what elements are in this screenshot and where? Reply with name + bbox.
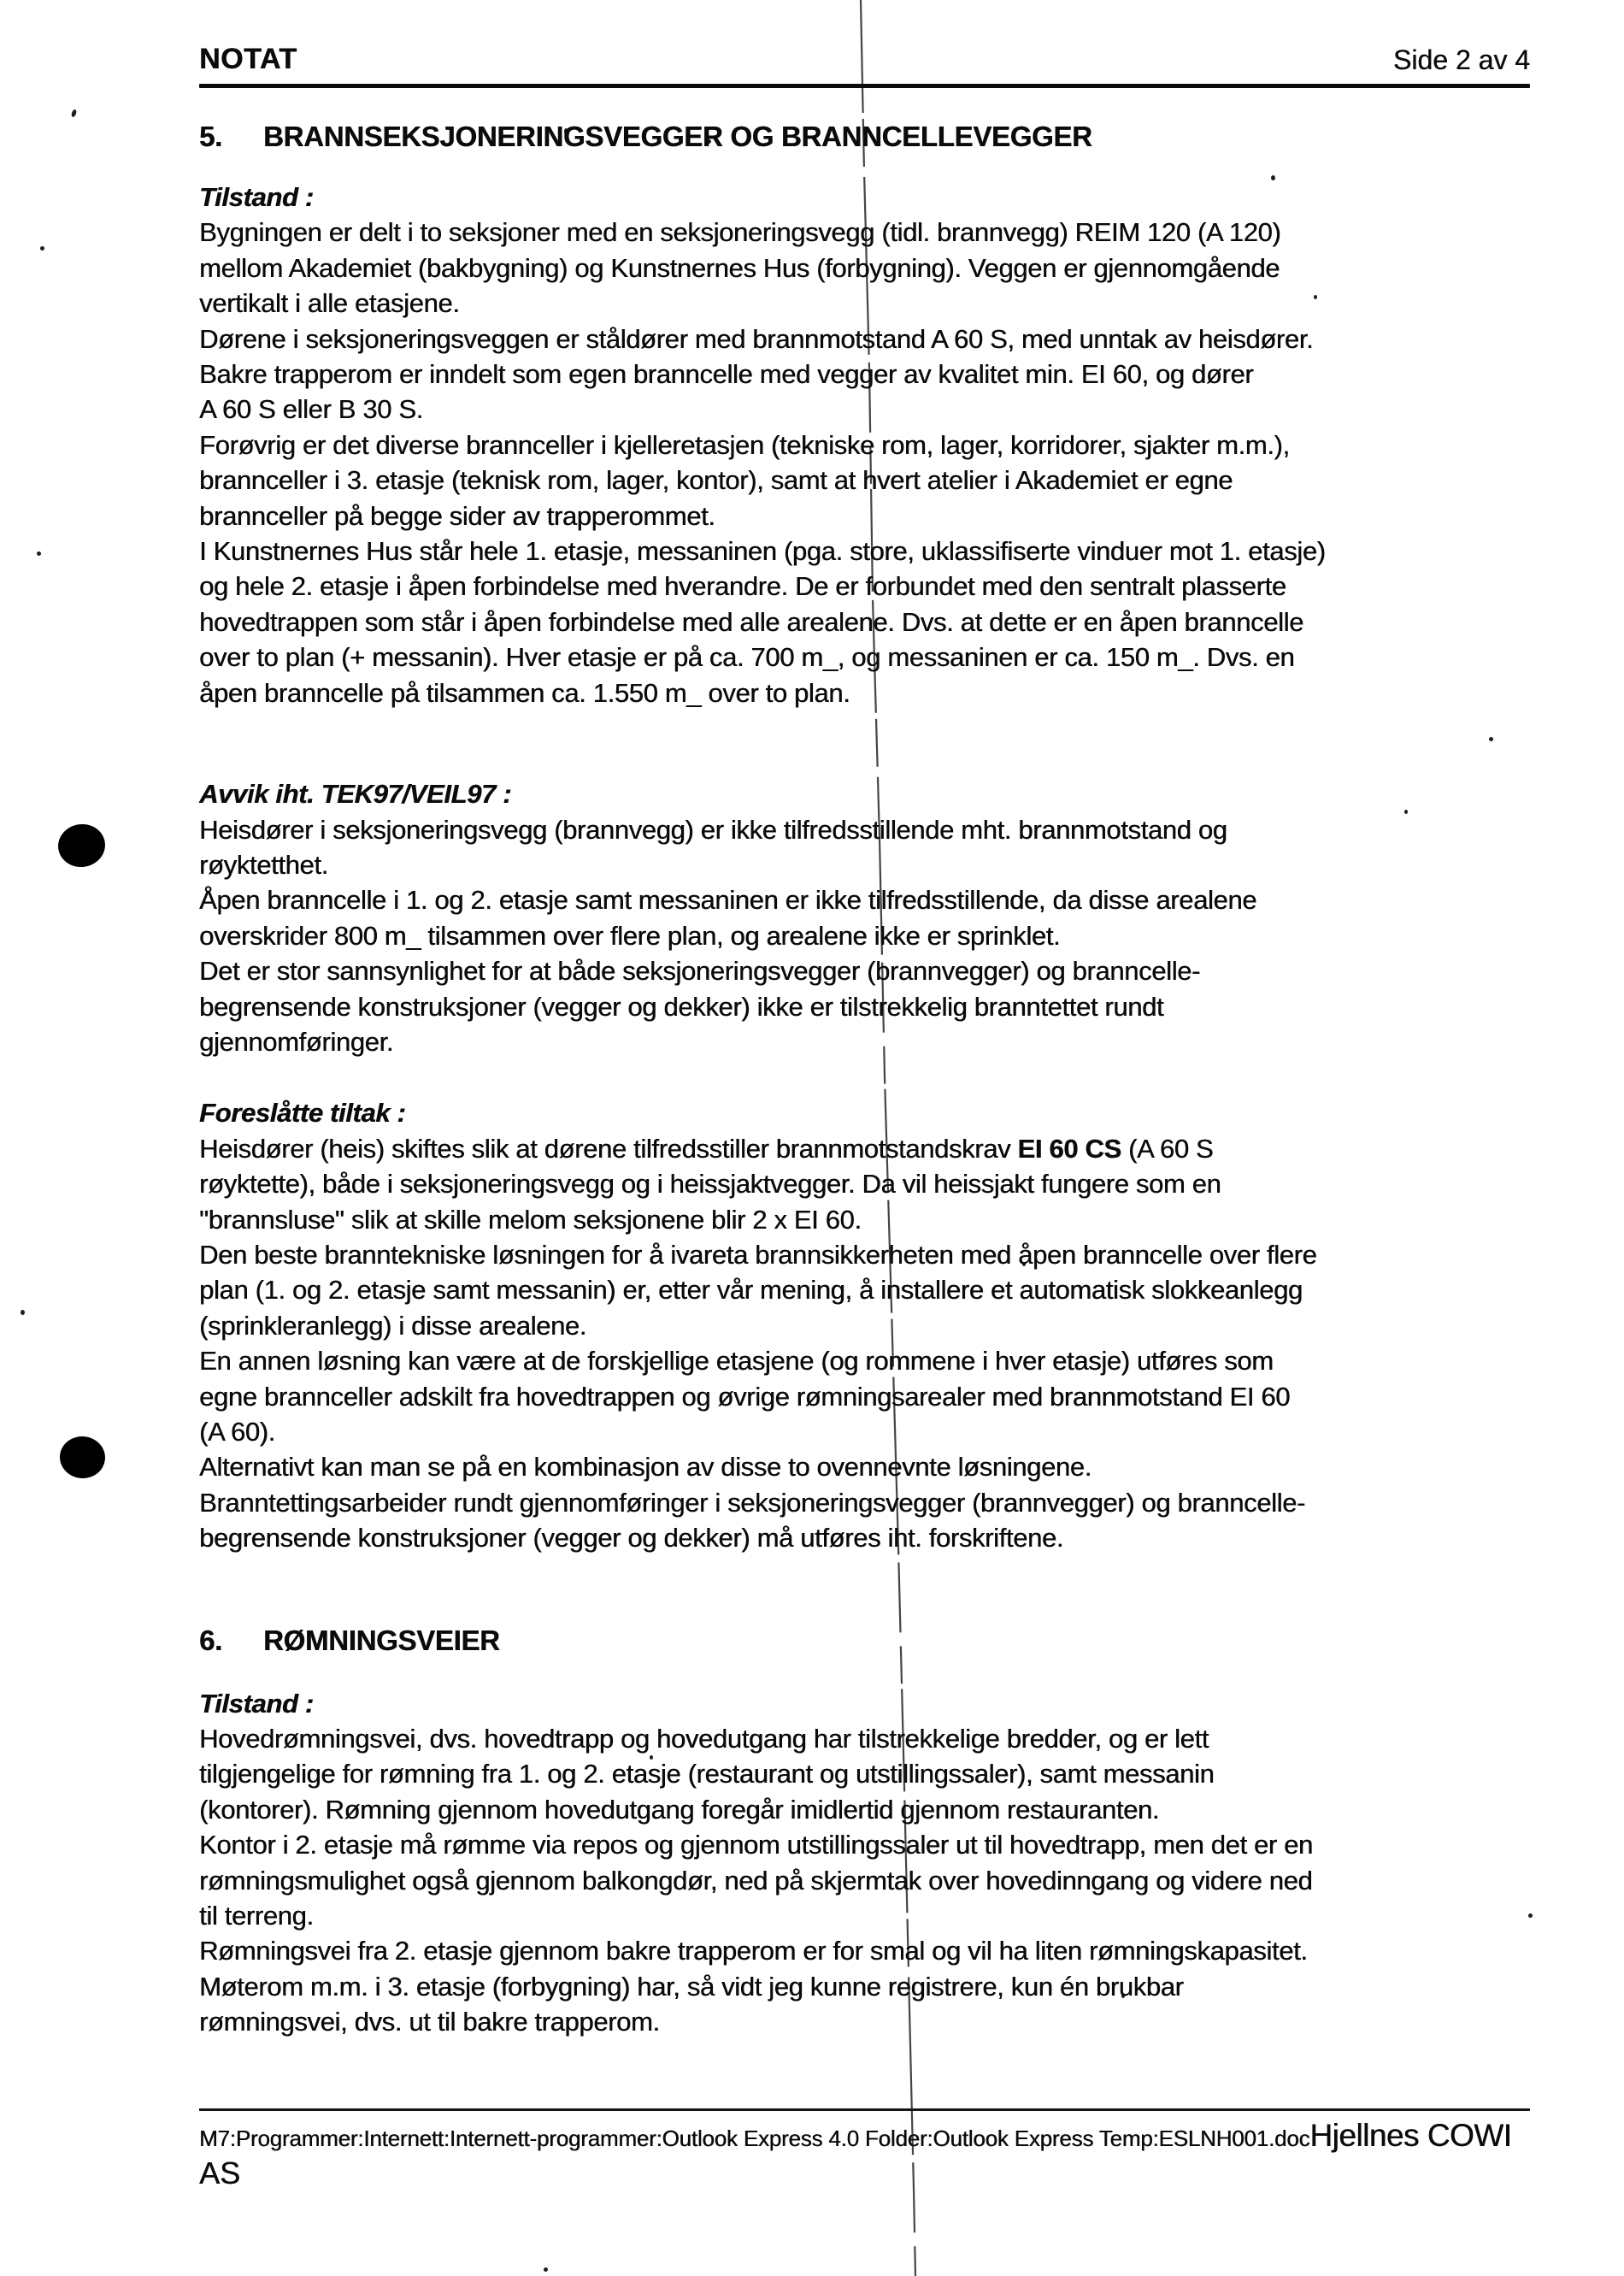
text-line: brannceller i 3. etasje (teknisk rom, lager, kontor), samt at hvert atelier i Akademiet er egne — [199, 465, 1233, 496]
scan-speck — [71, 109, 78, 117]
block-heading: Foreslåtte tiltak : — [199, 1098, 406, 1129]
document-title: NOTAT — [199, 43, 297, 75]
text-line: Heisdører (heis) skiftes slik at dørene tilfredsstiller brannmotstandskrav EI 60 CS (A 60 S — [199, 1133, 1214, 1164]
page-number: Side 2 av 4 — [1392, 44, 1530, 75]
text-line: Kontor i 2. etasje må rømme via repos og gjennom utstillingssaler ut til hovedtrapp, men det er en — [199, 1830, 1313, 1860]
header-rule — [199, 84, 1530, 88]
text-line: til terreng. — [199, 1901, 314, 1931]
punch-hole — [58, 1435, 107, 1480]
section-title-text: RØMNINGSVEIER — [263, 1624, 500, 1656]
text-line: rømningsmulighet også gjennom balkongdør, ned på skjermtak over hovedinngang og videre ned — [199, 1865, 1313, 1896]
text-block — [199, 1686, 1530, 2040]
footer-file-path: M7:Programmer:Internett:Internett-programmer:Outlook Express 4.0 Folder:Outlook Express Temp:ESLNH001.doc — [199, 2125, 1310, 2151]
text-line: Forøvrig er det diverse brannceller i kjelleretasjen (tekniske rom, lager, korridorer, sjakter m.m.), — [199, 429, 1290, 460]
text-block — [199, 776, 1530, 1059]
scan-speck — [544, 2267, 548, 2272]
footer-company-suffix: AS — [199, 2155, 241, 2191]
text-line: røyktetthet. — [199, 849, 328, 880]
text-line: Hovedrømningsvei, dvs. hovedtrapp og hovedutgang har tilstrekkelige bredder, og er lett — [199, 1724, 1209, 1754]
page-footer — [199, 2118, 1530, 2193]
text-line: Bakre trapperom er inndelt som egen branncelle med vegger av kvalitet min. EI 60, og dører — [199, 359, 1254, 390]
text-line: gjennomføringer. — [199, 1026, 394, 1057]
section-heading — [199, 1623, 1530, 1658]
scan-speck — [40, 246, 44, 251]
text-block — [199, 180, 1530, 711]
text-line: Åpen branncelle i 1. og 2. etasje samt messaninen er ikke tilfredsstillende, da disse arealene — [199, 885, 1257, 916]
text-line: Heisdører i seksjoneringsvegg (brannvegg) er ikke tilfredsstillende mht. brannmotstand og — [199, 814, 1227, 845]
text-line: Det er stor sannsynlighet for at både seksjoneringsvegger (brannvegger) og branncelle- — [199, 956, 1200, 987]
text-line: begrensende konstruksjoner (vegger og dekker) ikke er tilstrekkelig branntettet rundt — [199, 991, 1164, 1022]
block-heading: Avvik iht. TEK97/VEIL97 : — [199, 779, 512, 810]
punch-hole — [56, 821, 108, 870]
text-line: over to plan (+ messanin). Hver etasje er på ca. 700 m_, og messaninen er ca. 150 m_. Dvs. en — [199, 642, 1295, 673]
section-title-text: BRANNSEKSJONERINGSVEGGER OG BRANNCELLEVEGGER — [263, 121, 1092, 152]
text-line: tilgjengelige for rømning fra 1. og 2. etasje (restaurant og utstillingssaler), samt messanin — [199, 1759, 1215, 1790]
footer-rule — [199, 2108, 1530, 2111]
text-line: og hele 2. etasje i åpen forbindelse med hverandre. De er forbundet med den sentralt plasserte — [199, 571, 1286, 602]
text-line: plan (1. og 2. etasje samt messanin) er, etter vår mening, å installere et automatisk slokkeanlegg — [199, 1275, 1303, 1306]
text-line: hovedtrappen som står i åpen forbindelse med alle arealene. Dvs. at dette er en åpen branncelle — [199, 606, 1303, 637]
text-line: I Kunstnernes Hus står hele 1. etasje, messaninen (pga. store, uklassifiserte vinduer mot 1. etasje) — [199, 536, 1326, 567]
text-line: begrensende konstruksjoner (vegger og dekker) må utføres iht. forskriftene. — [199, 1523, 1064, 1554]
footer-company-name: Hjellnes COWI — [1309, 2117, 1512, 2153]
text-line: (A 60). — [199, 1417, 275, 1447]
section-number: 6. — [199, 1624, 222, 1656]
text-line: Branntettingsarbeider rundt gjennomføringer i seksjoneringsvegger (brannvegger) og branncelle- — [199, 1487, 1305, 1518]
text-line: røyktette), både i seksjoneringsvegg og i heissjaktvegger. Da vil heissjakt fungere som en — [199, 1169, 1221, 1200]
text-line: "brannsluse" slik at skille melom seksjonene blir 2 x EI 60. — [199, 1204, 862, 1235]
text-line: egne brannceller adskilt fra hovedtrappen og øvrige rømningsarealer med brannmotstand EI 60 — [199, 1381, 1291, 1412]
text-line: overskrider 800 m_ tilsammen over flere plan, og arealene ikke er sprinklet. — [199, 920, 1061, 951]
section-heading — [199, 119, 1530, 154]
page-header — [199, 43, 1530, 76]
text-line: (kontorer). Rømning gjennom hovedutgang foregår imidlertid gjennom restauranten. — [199, 1794, 1160, 1825]
block-heading: Tilstand : — [199, 1688, 314, 1719]
block-heading: Tilstand : — [199, 182, 314, 212]
text-block — [199, 1095, 1530, 1555]
text-line: Dørene i seksjoneringsveggen er ståldører med brannmotstand A 60 S, med unntak av heisdører. — [199, 323, 1314, 354]
text-line: A 60 S eller B 30 S. — [199, 394, 423, 425]
text-line: brannceller på begge sider av trapperommet. — [199, 500, 715, 531]
text-line: Bygningen er delt i to seksjoner med en seksjoneringsvegg (tidl. brannvegg) REIM 120 (A 120) — [199, 217, 1281, 248]
text-line: Møterom m.m. i 3. etasje (forbygning) har, så vidt jeg kunne registrere, kun én brukbar — [199, 1971, 1184, 2002]
text-line: (sprinkleranlegg) i disse arealene. — [199, 1310, 586, 1341]
text-line: Den beste branntekniske løsningen for å ivareta brannsikkerheten med åpen branncelle over flere — [199, 1239, 1317, 1270]
text-line: mellom Akademiet (bakbygning) og Kunstnernes Hus (forbygning). Veggen er gjennomgående — [199, 252, 1280, 283]
text-line: rømningsvei, dvs. ut til bakre trapperom. — [199, 2007, 660, 2037]
text-line: åpen branncelle på tilsammen ca. 1.550 m_ over to plan. — [199, 677, 850, 708]
text-line: vertikalt i alle etasjene. — [199, 288, 460, 319]
document-body — [199, 119, 1530, 2040]
scan-speck — [21, 1310, 25, 1315]
section-number: 5. — [199, 121, 222, 152]
text-line: Rømningsvei fra 2. etasje gjennom bakre trapperom er for smal og vil ha liten rømningskapasitet. — [199, 1936, 1308, 1966]
text-line: En annen løsning kan være at de forskjellige etasjene (og rommene i hver etasje) utføres som — [199, 1346, 1274, 1377]
text-line: Alternativt kan man se på en kombinasjon av disse to ovennevnte løsningene. — [199, 1452, 1091, 1483]
scan-speck — [37, 551, 41, 556]
